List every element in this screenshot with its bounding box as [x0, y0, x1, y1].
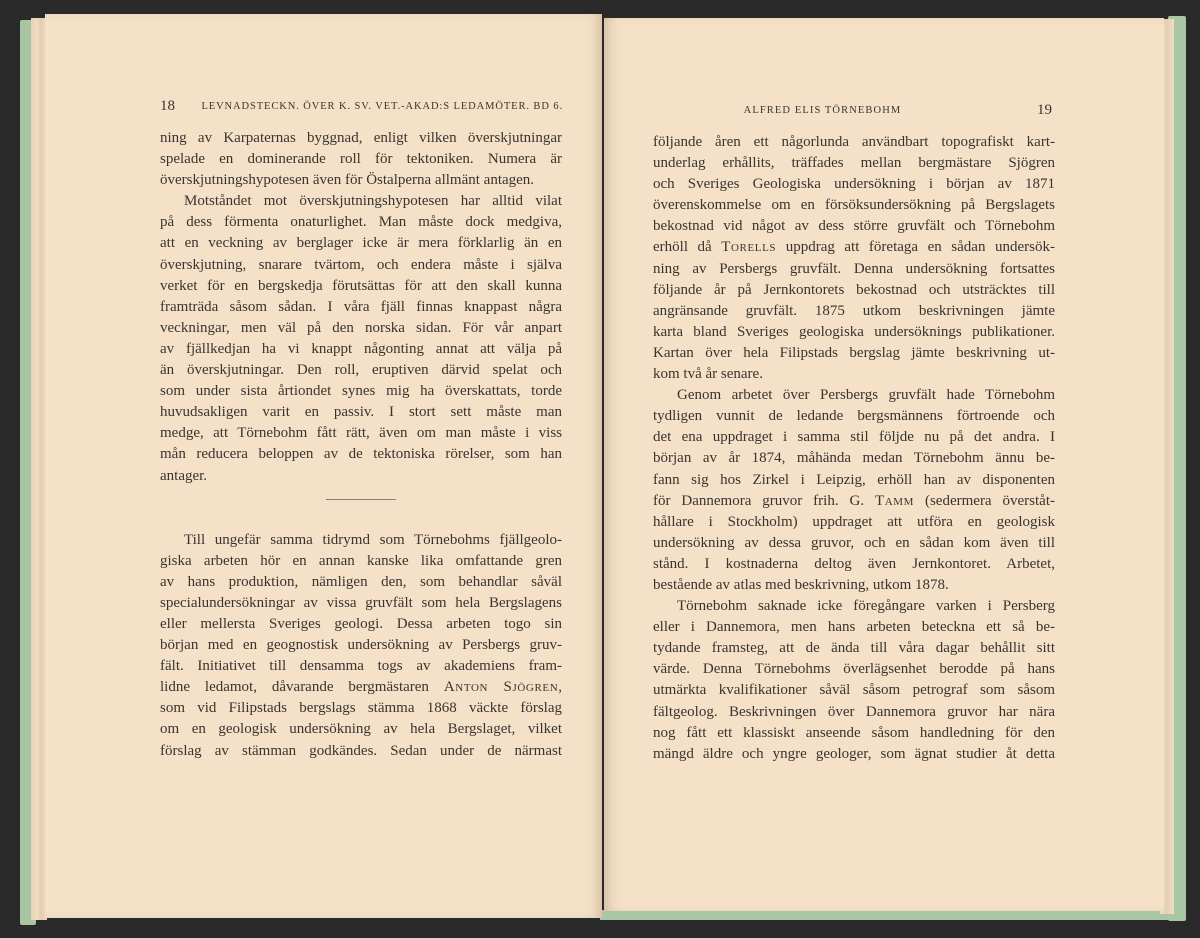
text-line: ning av Persbergs gruvfält. Denna undersökning fortsattes — [653, 260, 1055, 277]
text-line: specialundersökningar av vissa gruvfält som hela Bergslagens — [160, 594, 562, 611]
text-line: överenskommelse om en försöksundersökning på Bergslagets — [653, 197, 1055, 214]
text-line: följande åren ett någorlunda användbart topografiskt kart- — [653, 134, 1055, 150]
text-line: hållare i Stockholm) uppdraget att utföra en geologisk — [653, 513, 1055, 530]
text-line: huvudsakligen varit en passiv. I stort sett måste man — [160, 404, 562, 421]
text-line: överskjutning, snarare tvärtom, och endera måste i själva — [160, 256, 562, 273]
text-segment: , — [558, 679, 562, 696]
text-line: fann sig hos Zirkel i Leipzig, erhöll han av disponenten — [653, 471, 1055, 488]
text-line: antager. — [160, 467, 208, 484]
text-line: än överskjutningar. Den roll, eruptiven därvid spelat och — [160, 362, 562, 379]
text-segment: (sedermera överståt- — [914, 492, 1055, 509]
text-line: Genom arbetet över Persbergs gruvfält hade Törnebohm — [677, 387, 1055, 404]
small-caps-name: Anton Sjögren — [443, 679, 559, 696]
text-line: början med en geognostisk undersökning av Persbergs gruv- — [160, 637, 562, 654]
text-segment: för Dannemora gruvor frih. G. — [653, 492, 875, 509]
text-line: på dess förmenta onaturlighet. Man måste dock medgiva, — [160, 214, 562, 231]
text-line: angränsande gruvfält. 1875 utkom beskrivningen jämte — [653, 302, 1055, 319]
page-number: 19 — [1037, 102, 1052, 118]
text-line: ning av Karpaternas byggnad, enligt vilken överskjutningar — [160, 130, 562, 146]
text-line: giska arbeten hör en annan kanske lika omfattande gren — [160, 552, 562, 569]
text-line: verket för en bergskedja förutsättas för att den skall kunna — [160, 277, 562, 294]
text-line: Törnebohm saknade icke föregångare varken i Persberg — [677, 598, 1055, 615]
text-line: förslag av stämman godkändes. Sedan under de närmast — [160, 742, 562, 759]
running-head: ALFRED ELIS TÖRNEBOHM — [743, 105, 902, 116]
text-line: bekostnad vid något av dess större gruvfält och Törnebohm — [653, 218, 1055, 235]
page-header — [653, 102, 1052, 122]
section-divider — [326, 499, 396, 500]
text-line: kom två år senare. — [653, 366, 763, 383]
text-line: underlag erhållits, träffades mellan bergmästare Sjögren — [653, 155, 1055, 172]
text-line: bestående av atlas med beskrivning, utkom 1878. — [653, 576, 949, 593]
text-line: eller mellersta Sveriges geologi. Dessa arbeten togo sin — [160, 615, 562, 632]
text-line: stånd. I kostnaderna deltog även Jernkontoret. Arbetet, — [653, 555, 1055, 572]
text-line: det ena uppdraget i samma stil följde nu på det andra. I — [653, 429, 1055, 446]
right-page — [604, 18, 1164, 911]
text-line: nog fått ett klassiskt anseende såsom handledning för den — [653, 724, 1055, 741]
running-head: LEVNADSTECKN. ÖVER K. SV. VET.-AKAD:S LEDAMÖTER. BD 6. — [201, 101, 563, 112]
small-caps-name: Torells — [721, 239, 777, 256]
text-line: som vid Filipstads bergslags stämma 1868 väckte förslag — [160, 700, 562, 717]
text-line: fält. Initiativet till densamma togs av akademiens fram- — [160, 658, 562, 675]
text-line: om en geologisk undersökning av hela Bergslaget, vilket — [160, 721, 562, 738]
text-line: Motståndet mot överskjutningshypotesen har alltid vilat — [184, 193, 562, 210]
text-line: Kartan över hela Filipstads bergslag jämte beskrivning ut- — [653, 344, 1055, 361]
text-line: eller i Dannemora, men hans arbeten beteckna ett så be- — [653, 619, 1055, 636]
text-line: Till ungefär samma tidrymd som Törnebohms fjällgeolo- — [184, 531, 562, 548]
text-line — [160, 677, 562, 698]
small-caps-name: Tamm — [874, 492, 915, 509]
text-line: mängd äldre och yngre geologer, som ägnat studier åt detta — [653, 745, 1055, 762]
page-number: 18 — [160, 98, 175, 114]
text-line: utmärkta kvalifikationer såväl såsom petrograf som såsom — [653, 682, 1055, 699]
text-line: framträda såsom sådan. I våra fjäll finnas knappast några — [160, 298, 562, 315]
text-line — [653, 491, 1055, 512]
text-line: fältgeolog. Beskrivningen över Dannemora gruvor har nära — [653, 703, 1055, 720]
text-line: som under sista årtiondet synes mig ha överskattats, torde — [160, 383, 562, 400]
text-line: början av år 1874, måhända medan Törnebohm ännu be- — [653, 450, 1055, 467]
text-line: spelade en dominerande roll för tektoniken. Numera är — [160, 151, 562, 168]
text-segment: uppdrag att företaga en sådan undersök- — [776, 239, 1055, 256]
text-line: karta bland Sveriges geologiska undersöknings publikationer. — [653, 323, 1055, 340]
text-line: medge, att Törnebohm fått rätt, även om man måste i viss — [160, 425, 562, 442]
text-line: av hans produktion, nämligen den, som behandlar såväl — [160, 573, 562, 590]
text-line: överskjutningshypotesen även för Östalperna allmänt antagen. — [160, 172, 535, 189]
left-page — [45, 14, 602, 918]
body-text — [160, 128, 562, 762]
text-line: undersökning av dessa gruvor, och en sådan kom även till — [653, 534, 1055, 551]
body-text — [653, 132, 1055, 765]
text-line: av fjällkedjan ha vi knappt någonting annat att välja på — [160, 340, 562, 357]
text-line — [653, 237, 1055, 258]
text-line: tydligen vunnit de ledande bergsmännens förtroende och — [653, 408, 1055, 425]
text-line: veckningar, men väl på den norska sidan. För vår anpart — [160, 319, 562, 336]
text-line: värde. Denna Törnebohms överlägsenhet berodde på hans — [653, 661, 1055, 678]
text-segment: erhöll då — [653, 239, 722, 256]
text-line: tydande framsteg, att de ända till våra dagar behållit sitt — [653, 640, 1055, 657]
text-line: att en veckning av berglager icke är mera förklarlig än en — [160, 235, 562, 252]
text-line: och Sveriges Geologiska undersökning i början av 1871 — [653, 176, 1055, 193]
text-line: följande år på Jernkontorets bekostnad och utsträcktes till — [653, 281, 1055, 298]
text-line: mån reducera beloppen av de tektoniska rörelser, som han — [160, 446, 562, 463]
text-segment: lidne ledamot, dåvarande bergmästaren — [160, 679, 444, 696]
book-cover-bottom — [600, 910, 1185, 920]
page-header — [160, 98, 563, 118]
